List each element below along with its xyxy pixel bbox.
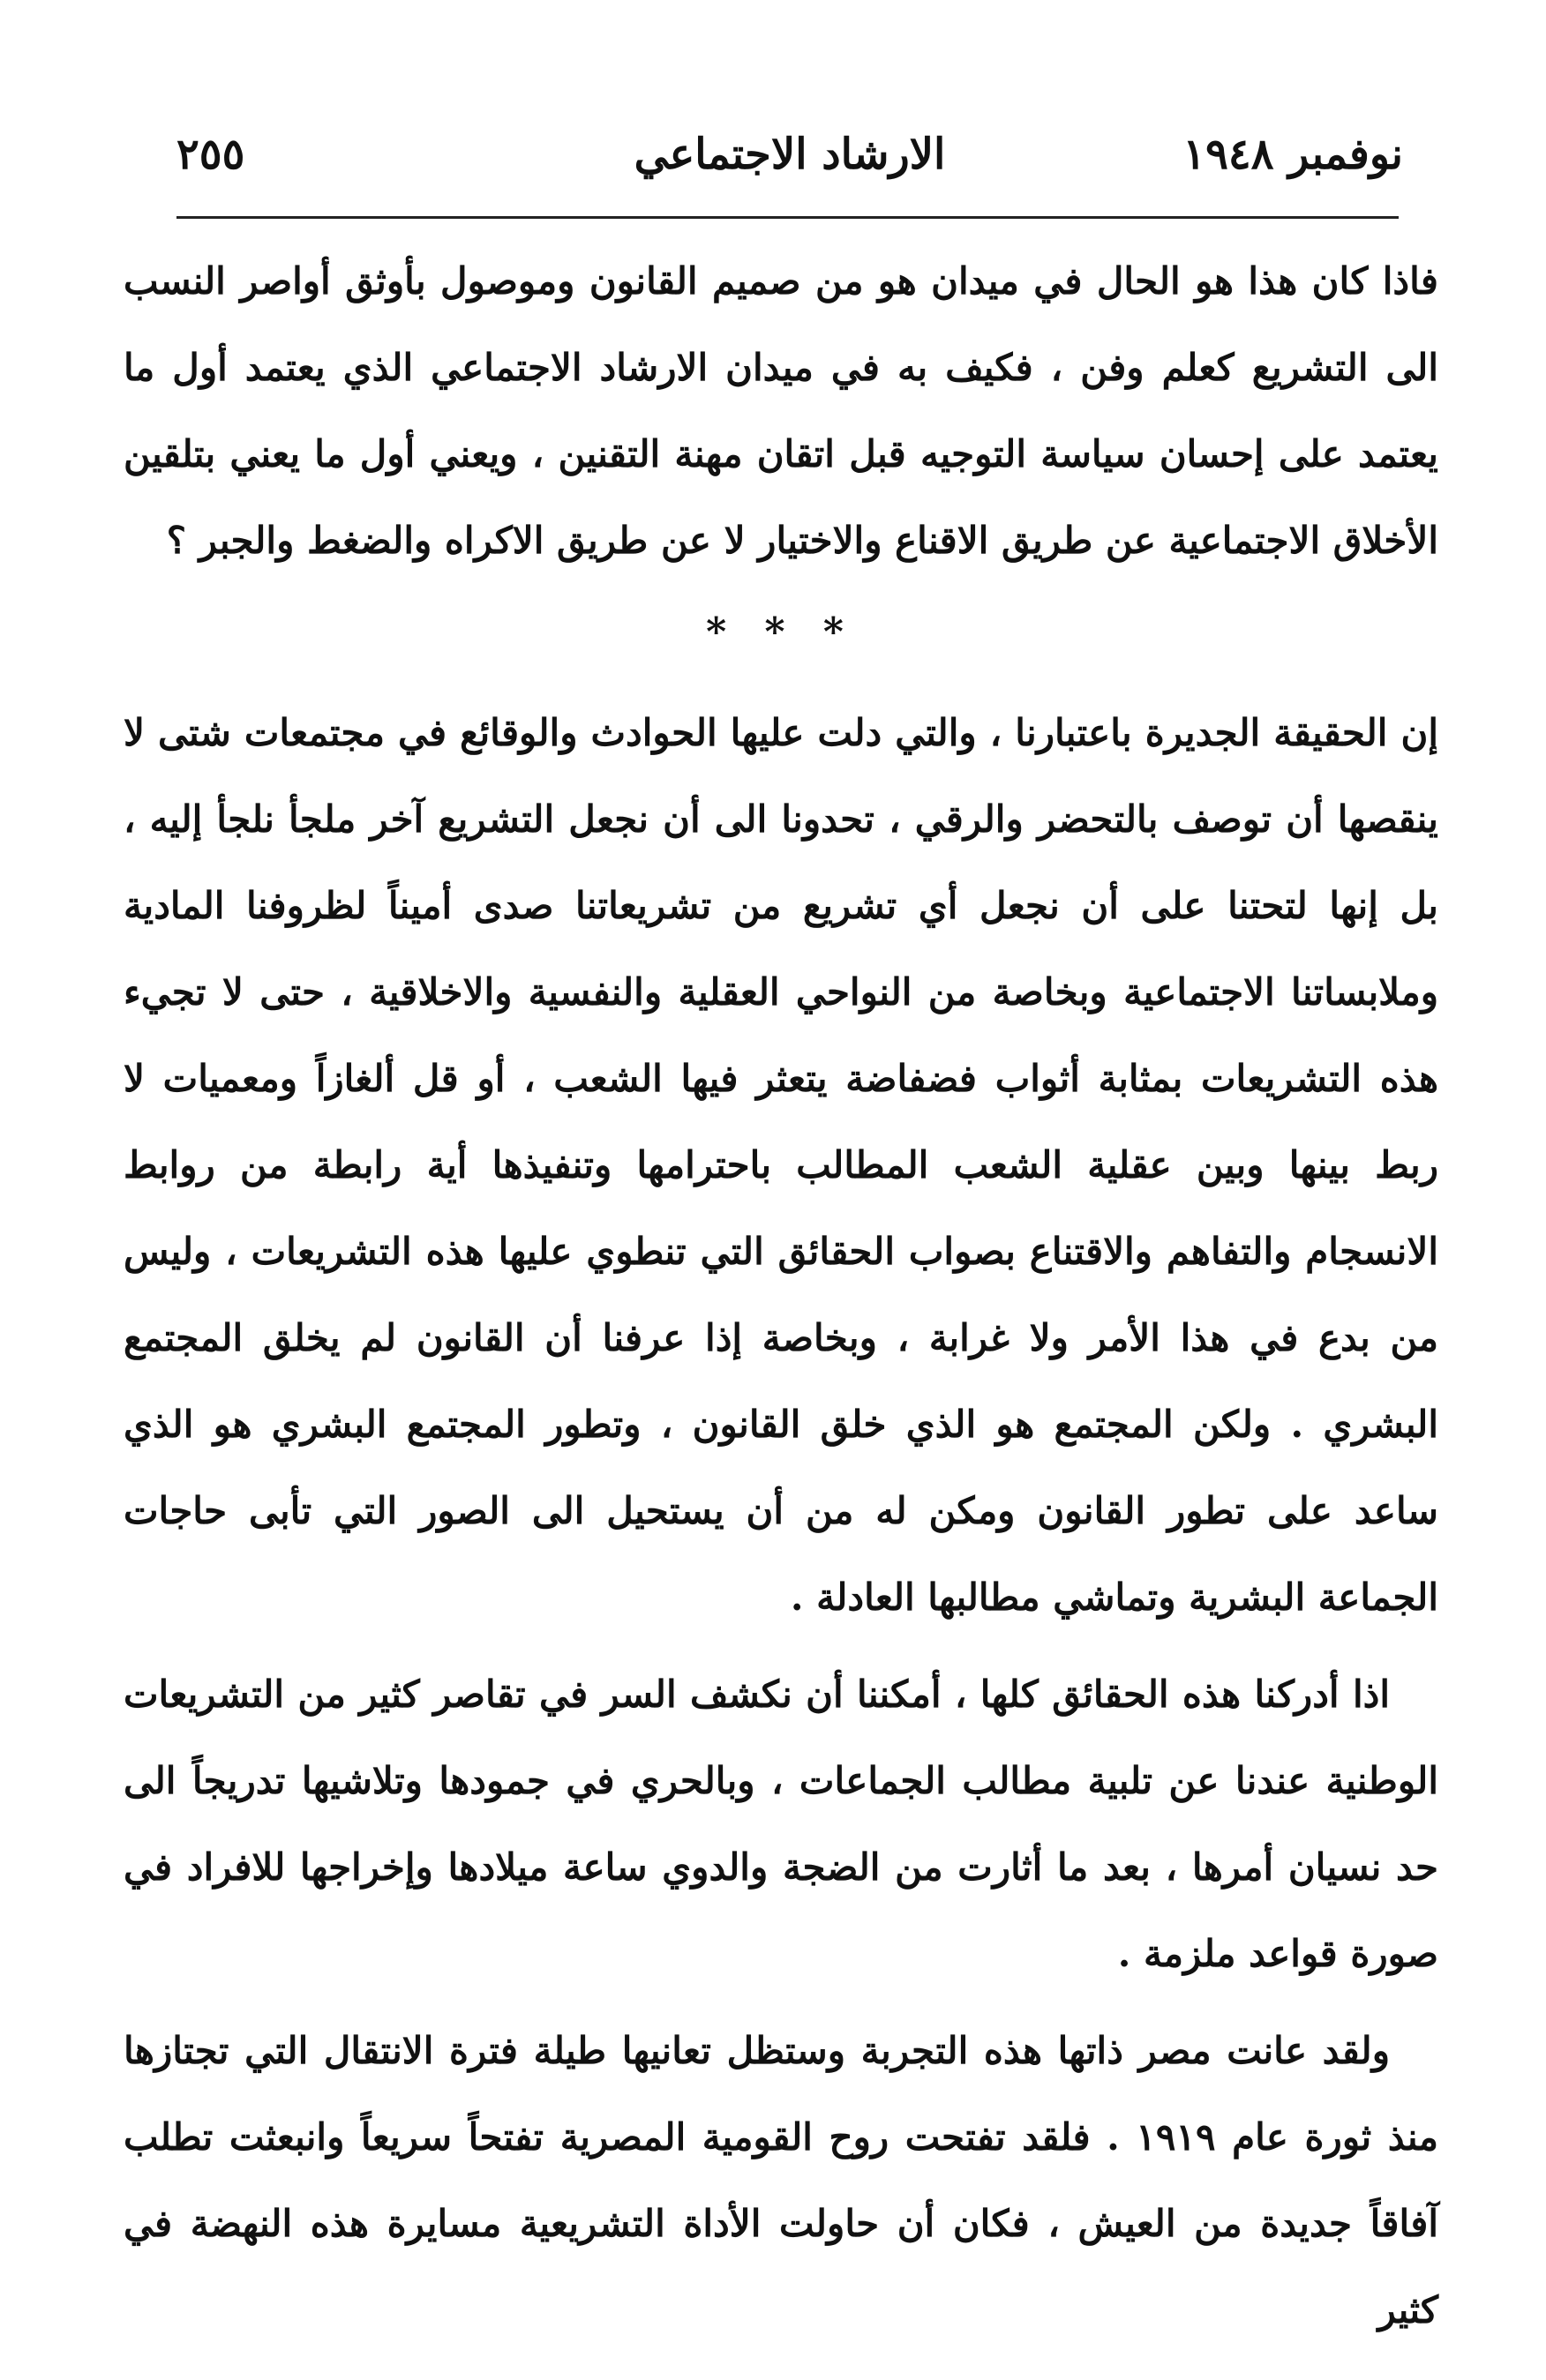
header-title: الارشاد الاجتماعي	[634, 130, 946, 179]
section-separator: * * *	[706, 610, 856, 655]
header-rule	[176, 216, 1399, 219]
header-date: نوفمبر ١٩٤٨	[1182, 130, 1403, 179]
page-header	[176, 123, 1403, 194]
page-number: ٢٥٥	[176, 130, 245, 179]
paragraph-1: فاذا كان هذا هو الحال في ميدان هو من صميم القانون وموصول بأوثق أواصر النسب الى التشريع كعلم وفن ، فكيف به في ميدان الارشاد الاجتماعي الذي يعتمد أول ما يعتمد على إحسان سياسة التوجيه قبل اتقان مهنة التقنين ، ويعني أول ما يعني بتلقين الأخلاق الاجتماعية عن طريق الاقناع والاختيار لا عن طريق الاكراه والضغط والجبر ؟	[124, 259, 1439, 562]
paragraph-4: ولقد عانت مصر ذاتها هذه التجربة وستظل تعانيها طيلة فترة الانتقال التي تجتازها منذ ثورة عام ١٩١٩ . فلقد تفتحت روح القومية المصرية تفتحاً سريعاً وانبعثت تطلب آفاقاً جديدة من العيش ، فكان أن حاولت الأداة التشريعية مسايرة هذه النهضة في كثير	[124, 2029, 1438, 2331]
paragraph-2: إن الحقيقة الجديرة باعتبارنا ، والتي دلت عليها الحوادث والوقائع في مجتمعات شتى لا ينقصها أن توصف بالتحضر والرقي ، تحدونا الى أن نجعل التشريع آخر ملجأ نلجأ إليه ، بل إنها لتحتنا على أن نجعل أي تشريع من تشريعاتنا صدى أميناً لظروفنا المادية وملابساتنا الاجتماعية وبخاصة من النواحي العقلية والنفسية والاخلاقية ، حتى لا تجيء هذه التشريعات بمثابة أثواب فضفاضة يتعثر فيها الشعب ، أو قل ألغازاً ومعميات لا ربط بينها وبين عقلية الشعب المطالب باحترامها وتنفيذها أية رابطة من روابط الانسجام والتفاهم والاقتناع بصواب الحقائق التي تنطوي عليها هذه التشريعات ، وليس من بدع في هذا الأمر ولا غرابة ، وبخاصة إذا عرفنا أن القانون لم يخلق المجتمع البشري . ولكن المجتمع هو الذي خلق القانون ، وتطور المجتمع البشري هو الذي ساعد على تطور القانون ومكن له من أن يستحيل الى الصور التي تأبى حاجات الجماعة البشرية وتماشي مطالبها العادلة .	[124, 711, 1438, 1619]
paragraph-3: اذا أدركنا هذه الحقائق كلها ، أمكننا أن نكشف السر في تقاصر كثير من التشريعات الوطنية عندنا عن تلبية مطالب الجماعات ، وبالحري في جمودها وتلاشيها تدريجاً الى حد نسيان أمرها ، بعد ما أثارت من الضجة والدوي ساعة ميلادها وإخراجها للافراد في صورة قواعد ملزمة .	[124, 1673, 1438, 1975]
article-body	[124, 238, 1438, 2354]
